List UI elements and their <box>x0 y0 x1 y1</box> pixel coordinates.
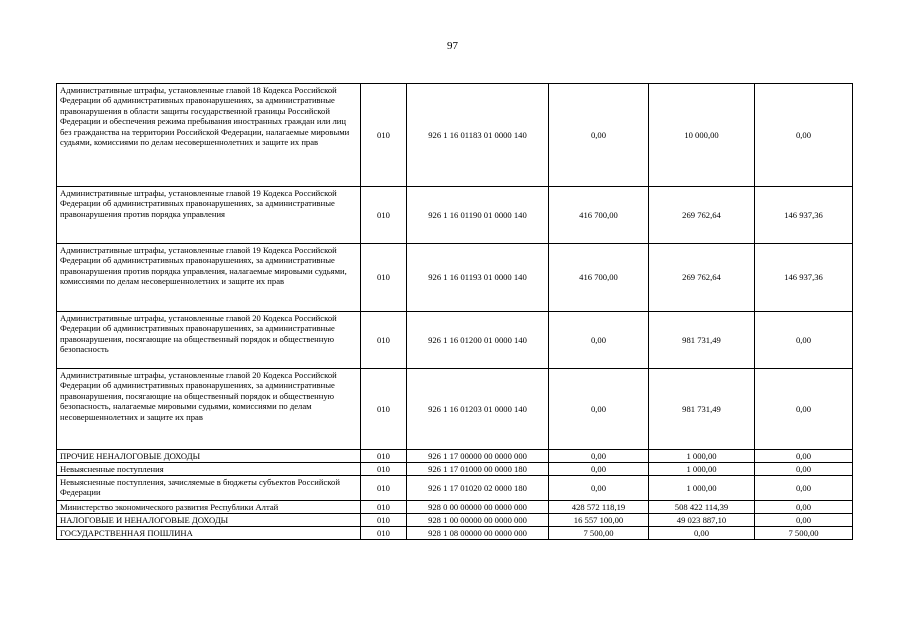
row-value-3: 146 937,36 <box>755 187 853 244</box>
table-row <box>57 312 853 369</box>
row-value-3: 0,00 <box>755 84 853 187</box>
row-code: 010 <box>361 450 407 463</box>
row-code: 010 <box>361 501 407 514</box>
row-value-2: 1 000,00 <box>649 450 755 463</box>
row-kbk: 926 1 16 01183 01 0000 140 <box>407 84 549 187</box>
row-code: 010 <box>361 463 407 476</box>
row-value-1: 0,00 <box>549 84 649 187</box>
row-value-2: 269 762,64 <box>649 244 755 312</box>
row-value-1: 0,00 <box>549 450 649 463</box>
row-kbk: 928 1 00 00000 00 0000 000 <box>407 514 549 527</box>
row-name: Административные штрафы, установленные главой 19 Кодекса Российской Федерации об административных правонарушениях, за административные правонарушения против порядка управления <box>57 187 361 244</box>
row-code: 010 <box>361 369 407 450</box>
row-value-3: 0,00 <box>755 514 853 527</box>
row-value-1: 416 700,00 <box>549 187 649 244</box>
row-name: НАЛОГОВЫЕ И НЕНАЛОГОВЫЕ ДОХОДЫ <box>57 514 361 527</box>
row-value-1: 0,00 <box>549 463 649 476</box>
page-number: 97 <box>447 40 458 52</box>
row-value-3: 0,00 <box>755 476 853 501</box>
row-value-3: 0,00 <box>755 501 853 514</box>
revenue-table <box>56 83 853 540</box>
row-value-1: 7 500,00 <box>549 527 649 540</box>
row-value-2: 269 762,64 <box>649 187 755 244</box>
row-name: Административные штрафы, установленные главой 19 Кодекса Российской Федерации об административных правонарушениях, за административные правонарушения против порядка управления, налагаемые мировыми судьями, комиссиями по делам несовершеннолетних и защите их прав <box>57 244 361 312</box>
row-kbk: 928 0 00 00000 00 0000 000 <box>407 501 549 514</box>
row-value-3: 7 500,00 <box>755 527 853 540</box>
row-value-3: 0,00 <box>755 463 853 476</box>
row-value-1: 0,00 <box>549 476 649 501</box>
row-code: 010 <box>361 312 407 369</box>
row-value-3: 0,00 <box>755 450 853 463</box>
row-name: Административные штрафы, установленные главой 20 Кодекса Российской Федерации об административных правонарушениях, за административные правонарушения, посягающие на общественный порядок и общественную безопасность, налагаемые мировыми судьями, комиссиями по делам несовершеннолетних и защите их прав <box>57 369 361 450</box>
row-name: Министерство экономического развития Республики Алтай <box>57 501 361 514</box>
table-row <box>57 476 853 501</box>
table-row <box>57 187 853 244</box>
table-row <box>57 369 853 450</box>
row-value-1: 16 557 100,00 <box>549 514 649 527</box>
row-name: Административные штрафы, установленные главой 18 Кодекса Российской Федерации об административных правонарушениях, за административные правонарушения в области защиты государственной границы Российской Федерации и обеспечения режима пребывания иностранных граждан или лиц без гражданства на территории Российской Федерации, налагаемые мировыми судьями, комиссиями по делам несовершеннолетних и защите их прав <box>57 84 361 187</box>
row-code: 010 <box>361 244 407 312</box>
row-value-2: 981 731,49 <box>649 312 755 369</box>
row-value-3: 0,00 <box>755 369 853 450</box>
row-name: ПРОЧИЕ НЕНАЛОГОВЫЕ ДОХОДЫ <box>57 450 361 463</box>
row-value-1: 0,00 <box>549 312 649 369</box>
table-row <box>57 450 853 463</box>
row-name: ГОСУДАРСТВЕННАЯ ПОШЛИНА <box>57 527 361 540</box>
row-value-1: 428 572 118,19 <box>549 501 649 514</box>
table-row <box>57 501 853 514</box>
row-code: 010 <box>361 84 407 187</box>
row-kbk: 926 1 16 01190 01 0000 140 <box>407 187 549 244</box>
row-kbk: 926 1 16 01193 01 0000 140 <box>407 244 549 312</box>
row-value-2: 508 422 114,39 <box>649 501 755 514</box>
row-value-2: 0,00 <box>649 527 755 540</box>
row-value-2: 49 023 887,10 <box>649 514 755 527</box>
row-name: Невыясненные поступления, зачисляемые в бюджеты субъектов Российской Федерации <box>57 476 361 501</box>
row-value-2: 10 000,00 <box>649 84 755 187</box>
table-row <box>57 84 853 187</box>
row-kbk: 926 1 17 01020 02 0000 180 <box>407 476 549 501</box>
table-row <box>57 244 853 312</box>
table-row <box>57 514 853 527</box>
row-code: 010 <box>361 476 407 501</box>
row-code: 010 <box>361 514 407 527</box>
row-value-1: 0,00 <box>549 369 649 450</box>
row-code: 010 <box>361 187 407 244</box>
table-row <box>57 463 853 476</box>
row-name: Невыясненные поступления <box>57 463 361 476</box>
row-kbk: 926 1 16 01200 01 0000 140 <box>407 312 549 369</box>
row-value-2: 1 000,00 <box>649 476 755 501</box>
row-kbk: 926 1 17 01000 00 0000 180 <box>407 463 549 476</box>
row-kbk: 926 1 16 01203 01 0000 140 <box>407 369 549 450</box>
table-row <box>57 527 853 540</box>
row-value-1: 416 700,00 <box>549 244 649 312</box>
row-kbk: 928 1 08 00000 00 0000 000 <box>407 527 549 540</box>
row-name: Административные штрафы, установленные главой 20 Кодекса Российской Федерации об административных правонарушениях, за административные правонарушения, посягающие на общественный порядок и общественную безопасность <box>57 312 361 369</box>
row-kbk: 926 1 17 00000 00 0000 000 <box>407 450 549 463</box>
row-value-2: 1 000,00 <box>649 463 755 476</box>
row-value-3: 0,00 <box>755 312 853 369</box>
row-code: 010 <box>361 527 407 540</box>
row-value-3: 146 937,36 <box>755 244 853 312</box>
row-value-2: 981 731,49 <box>649 369 755 450</box>
